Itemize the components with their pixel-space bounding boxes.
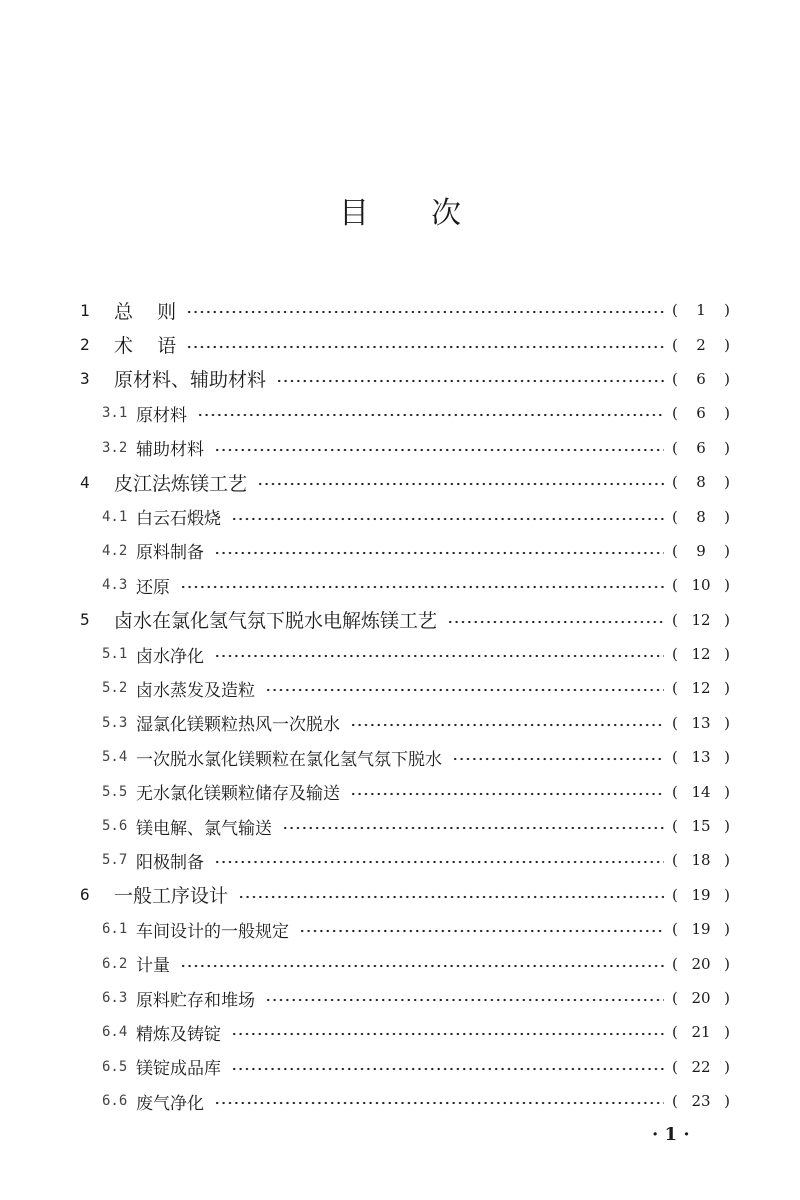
page-ref: ( 8 ) bbox=[672, 507, 730, 526]
page-ref-number: 12 bbox=[691, 610, 711, 629]
page-ref: ( 20 ) bbox=[672, 954, 730, 973]
toc-entry[interactable] bbox=[80, 946, 730, 980]
page-ref: ( 9 ) bbox=[672, 541, 730, 560]
dot-leader bbox=[452, 757, 664, 761]
toc-entry[interactable] bbox=[80, 396, 730, 430]
section-number: 4 bbox=[80, 472, 90, 492]
toc-entry[interactable] bbox=[80, 981, 730, 1015]
dot-leader bbox=[299, 929, 664, 933]
toc-entry[interactable] bbox=[80, 327, 730, 361]
page-ref: ( 14 ) bbox=[672, 782, 730, 801]
toc-entry[interactable] bbox=[80, 809, 730, 843]
dot-leader bbox=[214, 551, 664, 555]
toc-entry[interactable] bbox=[80, 293, 730, 327]
page-ref-number: 1 bbox=[696, 301, 706, 320]
section-number: 6.5 bbox=[102, 1058, 128, 1075]
page-ref: ( 19 ) bbox=[672, 885, 730, 904]
section-number: 5.7 bbox=[102, 852, 128, 869]
toc-entry[interactable] bbox=[80, 603, 730, 637]
section-title: 还原 bbox=[136, 577, 170, 598]
section-title: 术 语 bbox=[114, 335, 177, 358]
toc-entry[interactable] bbox=[80, 431, 730, 465]
toc-entry[interactable] bbox=[80, 843, 730, 877]
page-ref-number: 23 bbox=[691, 1092, 711, 1111]
dot-leader bbox=[180, 585, 664, 589]
section-number: 5.2 bbox=[102, 680, 128, 697]
toc-entry[interactable] bbox=[80, 671, 730, 705]
page-ref-number: 6 bbox=[696, 438, 706, 457]
section-title: 阳极制备 bbox=[136, 852, 204, 873]
page-ref-number: 19 bbox=[691, 920, 711, 939]
dot-leader bbox=[180, 964, 664, 968]
page-number: · 1 · bbox=[652, 1124, 690, 1145]
page-ref: ( 20 ) bbox=[672, 989, 730, 1007]
page-ref: ( 13 ) bbox=[672, 748, 730, 767]
dot-leader bbox=[231, 1032, 664, 1036]
toc-entry[interactable] bbox=[80, 534, 730, 568]
section-number: 3.1 bbox=[102, 405, 128, 422]
page-ref: ( 6 ) bbox=[672, 404, 730, 423]
dot-leader bbox=[186, 310, 664, 314]
page-ref-number: 22 bbox=[691, 1057, 711, 1076]
section-title: 卤水蒸发及造粒 bbox=[136, 680, 255, 701]
page-ref: ( 23 ) bbox=[672, 1092, 730, 1111]
page-ref-number: 15 bbox=[691, 817, 711, 836]
section-number: 6.4 bbox=[102, 1024, 128, 1041]
toc-entry[interactable] bbox=[80, 878, 730, 912]
toc-entry[interactable] bbox=[80, 568, 730, 602]
dot-leader bbox=[238, 895, 664, 899]
section-title: 镁电解、氯气输送 bbox=[136, 818, 272, 839]
page-ref: ( 2 ) bbox=[672, 335, 730, 354]
page-ref-number: 8 bbox=[696, 507, 706, 526]
dot-leader bbox=[231, 1067, 664, 1071]
section-number: 3.2 bbox=[102, 439, 128, 456]
section-number: 5 bbox=[80, 610, 90, 630]
section-number: 6.6 bbox=[102, 1093, 128, 1110]
section-title: 卤水在氯化氢气氛下脱水电解炼镁工艺 bbox=[114, 610, 438, 633]
toc-entry[interactable] bbox=[80, 740, 730, 774]
section-title: 卤水净化 bbox=[136, 646, 204, 667]
page-ref: ( 18 ) bbox=[672, 851, 730, 870]
page-ref-number: 19 bbox=[691, 885, 711, 904]
dot-leader bbox=[276, 379, 664, 383]
page-ref: ( 8 ) bbox=[672, 473, 730, 492]
toc-entry[interactable] bbox=[80, 499, 730, 533]
dot-leader bbox=[214, 1101, 664, 1105]
page-ref-number: 8 bbox=[696, 473, 706, 492]
page-ref-number: 2 bbox=[696, 335, 706, 354]
section-title: 精炼及铸锭 bbox=[136, 1024, 221, 1045]
section-title: 一次脱水氯化镁颗粒在氯化氢气氛下脱水 bbox=[136, 749, 442, 770]
dot-leader bbox=[282, 826, 664, 830]
toc-entry[interactable] bbox=[80, 774, 730, 808]
section-number: 5.5 bbox=[102, 783, 128, 800]
toc-entry[interactable] bbox=[80, 465, 730, 499]
section-title: 废气净化 bbox=[136, 1093, 204, 1114]
section-title: 计量 bbox=[136, 956, 170, 977]
page-ref-number: 21 bbox=[691, 1023, 711, 1042]
page-ref: ( 10 ) bbox=[672, 576, 730, 595]
section-number: 5.4 bbox=[102, 749, 128, 766]
section-number: 5.3 bbox=[102, 714, 128, 731]
dot-leader bbox=[231, 517, 664, 521]
page-ref: ( 12 ) bbox=[672, 610, 730, 629]
dot-leader bbox=[447, 620, 664, 624]
toc-entry[interactable] bbox=[80, 1015, 730, 1049]
page-ref-number: 6 bbox=[696, 369, 706, 388]
toc-entry[interactable] bbox=[80, 912, 730, 946]
section-number: 5.1 bbox=[102, 646, 128, 663]
section-title: 镁锭成品库 bbox=[136, 1059, 221, 1080]
section-number: 4.3 bbox=[102, 577, 128, 594]
section-number: 4.1 bbox=[102, 508, 128, 525]
page-ref-number: 20 bbox=[691, 989, 711, 1007]
section-number: 5.6 bbox=[102, 818, 128, 835]
page-ref-number: 12 bbox=[691, 679, 711, 698]
section-title: 原材料 bbox=[136, 405, 187, 426]
dot-leader bbox=[350, 723, 664, 727]
page-ref: ( 19 ) bbox=[672, 920, 730, 939]
page-ref: ( 12 ) bbox=[672, 645, 730, 664]
section-title: 原料贮存和堆场 bbox=[136, 990, 255, 1011]
dot-leader bbox=[350, 792, 664, 796]
page-ref-number: 14 bbox=[691, 782, 711, 801]
section-number: 6.1 bbox=[102, 921, 128, 938]
page-ref-number: 6 bbox=[696, 404, 706, 423]
page-ref-number: 10 bbox=[691, 576, 711, 595]
section-title: 湿氯化镁颗粒热风一次脱水 bbox=[136, 715, 340, 736]
section-number: 2 bbox=[80, 335, 90, 355]
page-ref: ( 15 ) bbox=[672, 817, 730, 836]
page-title: 目次 bbox=[339, 196, 523, 231]
section-number: 4.2 bbox=[102, 542, 128, 559]
section-number: 1 bbox=[80, 300, 90, 320]
page-ref: ( 21 ) bbox=[672, 1023, 730, 1042]
section-title: 原料制备 bbox=[136, 543, 204, 564]
dot-leader bbox=[265, 998, 664, 1002]
dot-leader bbox=[257, 482, 664, 486]
toc-entry[interactable] bbox=[80, 706, 730, 740]
page-ref-number: 12 bbox=[691, 645, 711, 664]
section-number: 3 bbox=[80, 369, 90, 389]
section-number: 6.3 bbox=[102, 990, 128, 1006]
page-ref-number: 9 bbox=[696, 541, 706, 560]
section-title: 辅助材料 bbox=[136, 440, 204, 461]
page-ref-number: 20 bbox=[691, 954, 711, 973]
toc-entry[interactable] bbox=[80, 1084, 730, 1118]
dot-leader bbox=[214, 860, 664, 864]
toc-entry[interactable] bbox=[80, 637, 730, 671]
page-ref-number: 18 bbox=[691, 851, 711, 870]
toc-entry[interactable] bbox=[80, 362, 730, 396]
page-ref: ( 6 ) bbox=[672, 369, 730, 388]
page-ref: ( 12 ) bbox=[672, 679, 730, 698]
table-of-contents bbox=[80, 293, 730, 1118]
dot-leader bbox=[214, 654, 664, 658]
dot-leader bbox=[197, 413, 664, 417]
section-title: 一般工序设计 bbox=[114, 885, 229, 908]
page-ref-number: 13 bbox=[691, 748, 711, 767]
page-ref-number: 13 bbox=[691, 713, 711, 732]
dot-leader bbox=[214, 448, 664, 452]
section-number: 6 bbox=[80, 885, 90, 905]
page-ref: ( 13 ) bbox=[672, 713, 730, 732]
page-ref: ( 22 ) bbox=[672, 1057, 730, 1076]
section-title: 皮江法炼镁工艺 bbox=[114, 472, 248, 495]
dot-leader bbox=[265, 688, 664, 692]
section-title: 白云石煅烧 bbox=[136, 509, 221, 530]
dot-leader bbox=[186, 345, 664, 349]
section-title: 无水氯化镁颗粒储存及输送 bbox=[136, 784, 340, 805]
section-title: 原材料、辅助材料 bbox=[114, 369, 267, 392]
toc-entry[interactable] bbox=[80, 1050, 730, 1084]
section-title: 车间设计的一般规定 bbox=[136, 921, 289, 942]
page-ref: ( 6 ) bbox=[672, 438, 730, 457]
page-ref: ( 1 ) bbox=[672, 301, 730, 320]
section-number: 6.2 bbox=[102, 955, 128, 972]
section-title: 总 则 bbox=[114, 300, 177, 323]
